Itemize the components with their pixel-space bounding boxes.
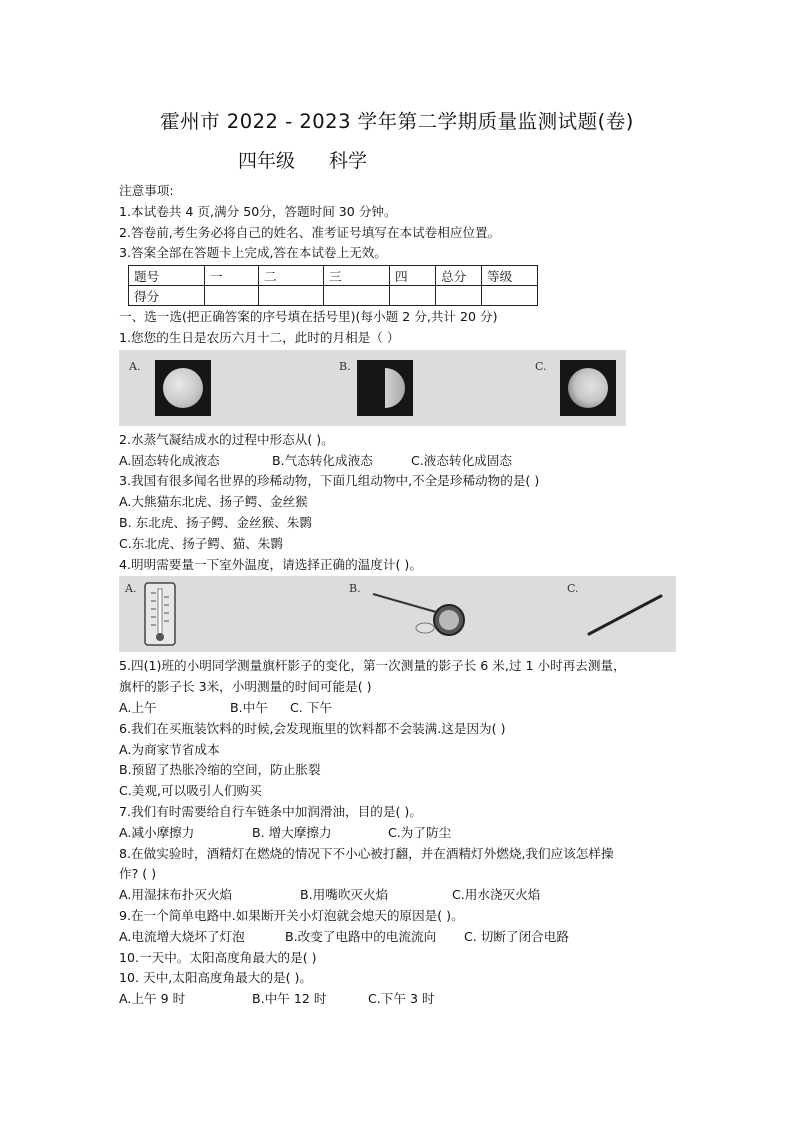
option-label: B. [349,582,361,596]
option: C. 下午 [290,699,332,715]
note-item: 3.答案全部在答题卡上完成,答在本试卷上无效。 [119,245,387,261]
score-header-cell: 题号 [129,266,205,286]
question-7: 7.我们有时需要给自行车链条中加润滑油，目的是( )。 [119,803,422,819]
question-4: 4.明明需要量一下室外温度，请选择正确的温度计( )。 [119,556,422,572]
score-header-cell: 等级 [482,266,538,286]
option: B. 东北虎、扬子鳄、金丝猴、朱鹮 [119,514,312,530]
grade-label: 四年级 [238,150,296,172]
option: C.液态转化成固态 [411,452,512,468]
option: B.中午 12 时 [252,991,327,1007]
score-header-cell: 三 [324,266,390,286]
exam-body [119,181,689,1010]
question-2-options [119,451,689,472]
option-label: A. [129,359,141,373]
note-item: 1.本试卷共 4 页,满分 50分，答题时间 30 分钟。 [119,203,397,219]
score-cell[interactable] [436,286,482,306]
score-header-cell: 总分 [436,266,482,286]
option-label: A. [125,582,137,596]
option: A.固态转化成液态 [119,452,220,468]
subject-label: 科学 [329,150,368,172]
score-table-row [129,286,538,306]
option: C. 切断了闭合电路 [464,928,569,944]
score-cell[interactable] [482,286,538,306]
question-5-line2: 旗杆的影子长 3米，小明测量的时间可能是( ) [119,679,372,695]
score-cell[interactable] [324,286,390,306]
notes-heading: 注意事项: [119,183,174,198]
moon-phase-image [119,350,626,426]
moon-full-icon [155,360,211,416]
score-header-cell: 二 [259,266,324,286]
note-item: 2.答卷前,考生务必将自己的姓名、准考证号填写在本试卷相应位置。 [119,224,501,240]
question-3: 3.我国有很多闻名世界的珍稀动物，下面几组动物中,不全是珍稀动物的是( ) [119,473,540,489]
question-9: 9.在一个简单电路中.如果断开关小灯泡就会熄天的原因是( )。 [119,907,464,923]
option: B. 增大摩擦力 [252,824,332,840]
option: C.东北虎、扬子鳄、猫、朱鹮 [119,535,283,551]
question-10a: 10.一天中。太阳高度角最大的是( ) [119,949,317,965]
question-8-options [119,885,689,906]
question-10b-options [119,989,689,1010]
option: C.美观,可以吸引人们购买 [119,783,262,799]
exam-title: 霍州市 2022 - 2023 学年第二学期质量监测试题(卷) [160,110,634,133]
score-cell[interactable] [390,286,436,306]
dial-thermometer-icon [369,584,469,644]
score-header-cell: 四 [390,266,436,286]
option: A.减小摩擦力 [119,824,195,840]
exam-subtitle [238,146,367,173]
question-9-options [119,927,689,948]
score-cell[interactable] [259,286,324,306]
option: A.为商家节省成本 [119,741,220,757]
question-8-line2: 作? ( ) [119,866,157,882]
option: B.中午 [230,699,268,715]
question-2: 2.水蒸气凝结成水的过程中形态从( )。 [119,431,334,447]
score-table-header-row [129,266,538,286]
option: A.电流增大烧坏了灯泡 [119,928,245,944]
option: A.上午 9 时 [119,991,186,1007]
score-row-label: 得分 [129,286,205,306]
moon-half-icon [357,360,413,416]
option: B.改变了电路中的电流流向 [285,928,437,944]
score-cell[interactable] [205,286,259,306]
option-label: C. [567,582,579,596]
wall-thermometer-icon [143,581,177,647]
moon-gibbous-icon [560,360,616,416]
option-label: C. [535,359,547,373]
option: A.用湿抹布扑灭火焰 [119,887,233,903]
section1-heading: 一、选一选(把正确答案的序号填在括号里)(每小题 2 分,共计 20 分) [119,309,498,325]
question-7-options [119,823,689,844]
thermometer-image [119,576,676,652]
option: B.气态转化成液态 [272,452,373,468]
score-header-cell: 一 [205,266,259,286]
option: B.用嘴吹灭火焰 [300,887,389,903]
option: B.预留了热胀冷缩的空间，防止胀裂 [119,762,321,778]
option-label: B. [339,359,351,373]
question-1: 1.您您的生日是农历六月十二，此时的月相是（ ） [119,329,400,345]
option: A.上午 [119,699,157,715]
score-table [128,265,538,306]
question-5-options [119,698,689,719]
option: C.下午 3 时 [368,991,435,1007]
glass-thermometer-icon [585,590,665,640]
option: C.用水浇灭火焰 [452,887,541,903]
question-6: 6.我们在买瓶装饮料的时候,会发现瓶里的饮料都不会装满.这是因为( ) [119,720,506,736]
option: C.为了防尘 [388,824,452,840]
option: A.大熊猫东北虎、扬子鳄、金丝猴 [119,494,308,510]
question-10b: 10. 天中,太阳高度角最大的是( )。 [119,970,312,986]
question-8-line1: 8.在做实验时，酒精灯在燃烧的情况下不小心被打翻，并在酒精灯外燃烧,我们应该怎样操 [119,845,614,861]
question-5-line1: 5.四(1)班的小明同学测量旗杆影子的变化，第一次测量的影子长 6 米,过 1 小时再去测量， [119,658,626,674]
